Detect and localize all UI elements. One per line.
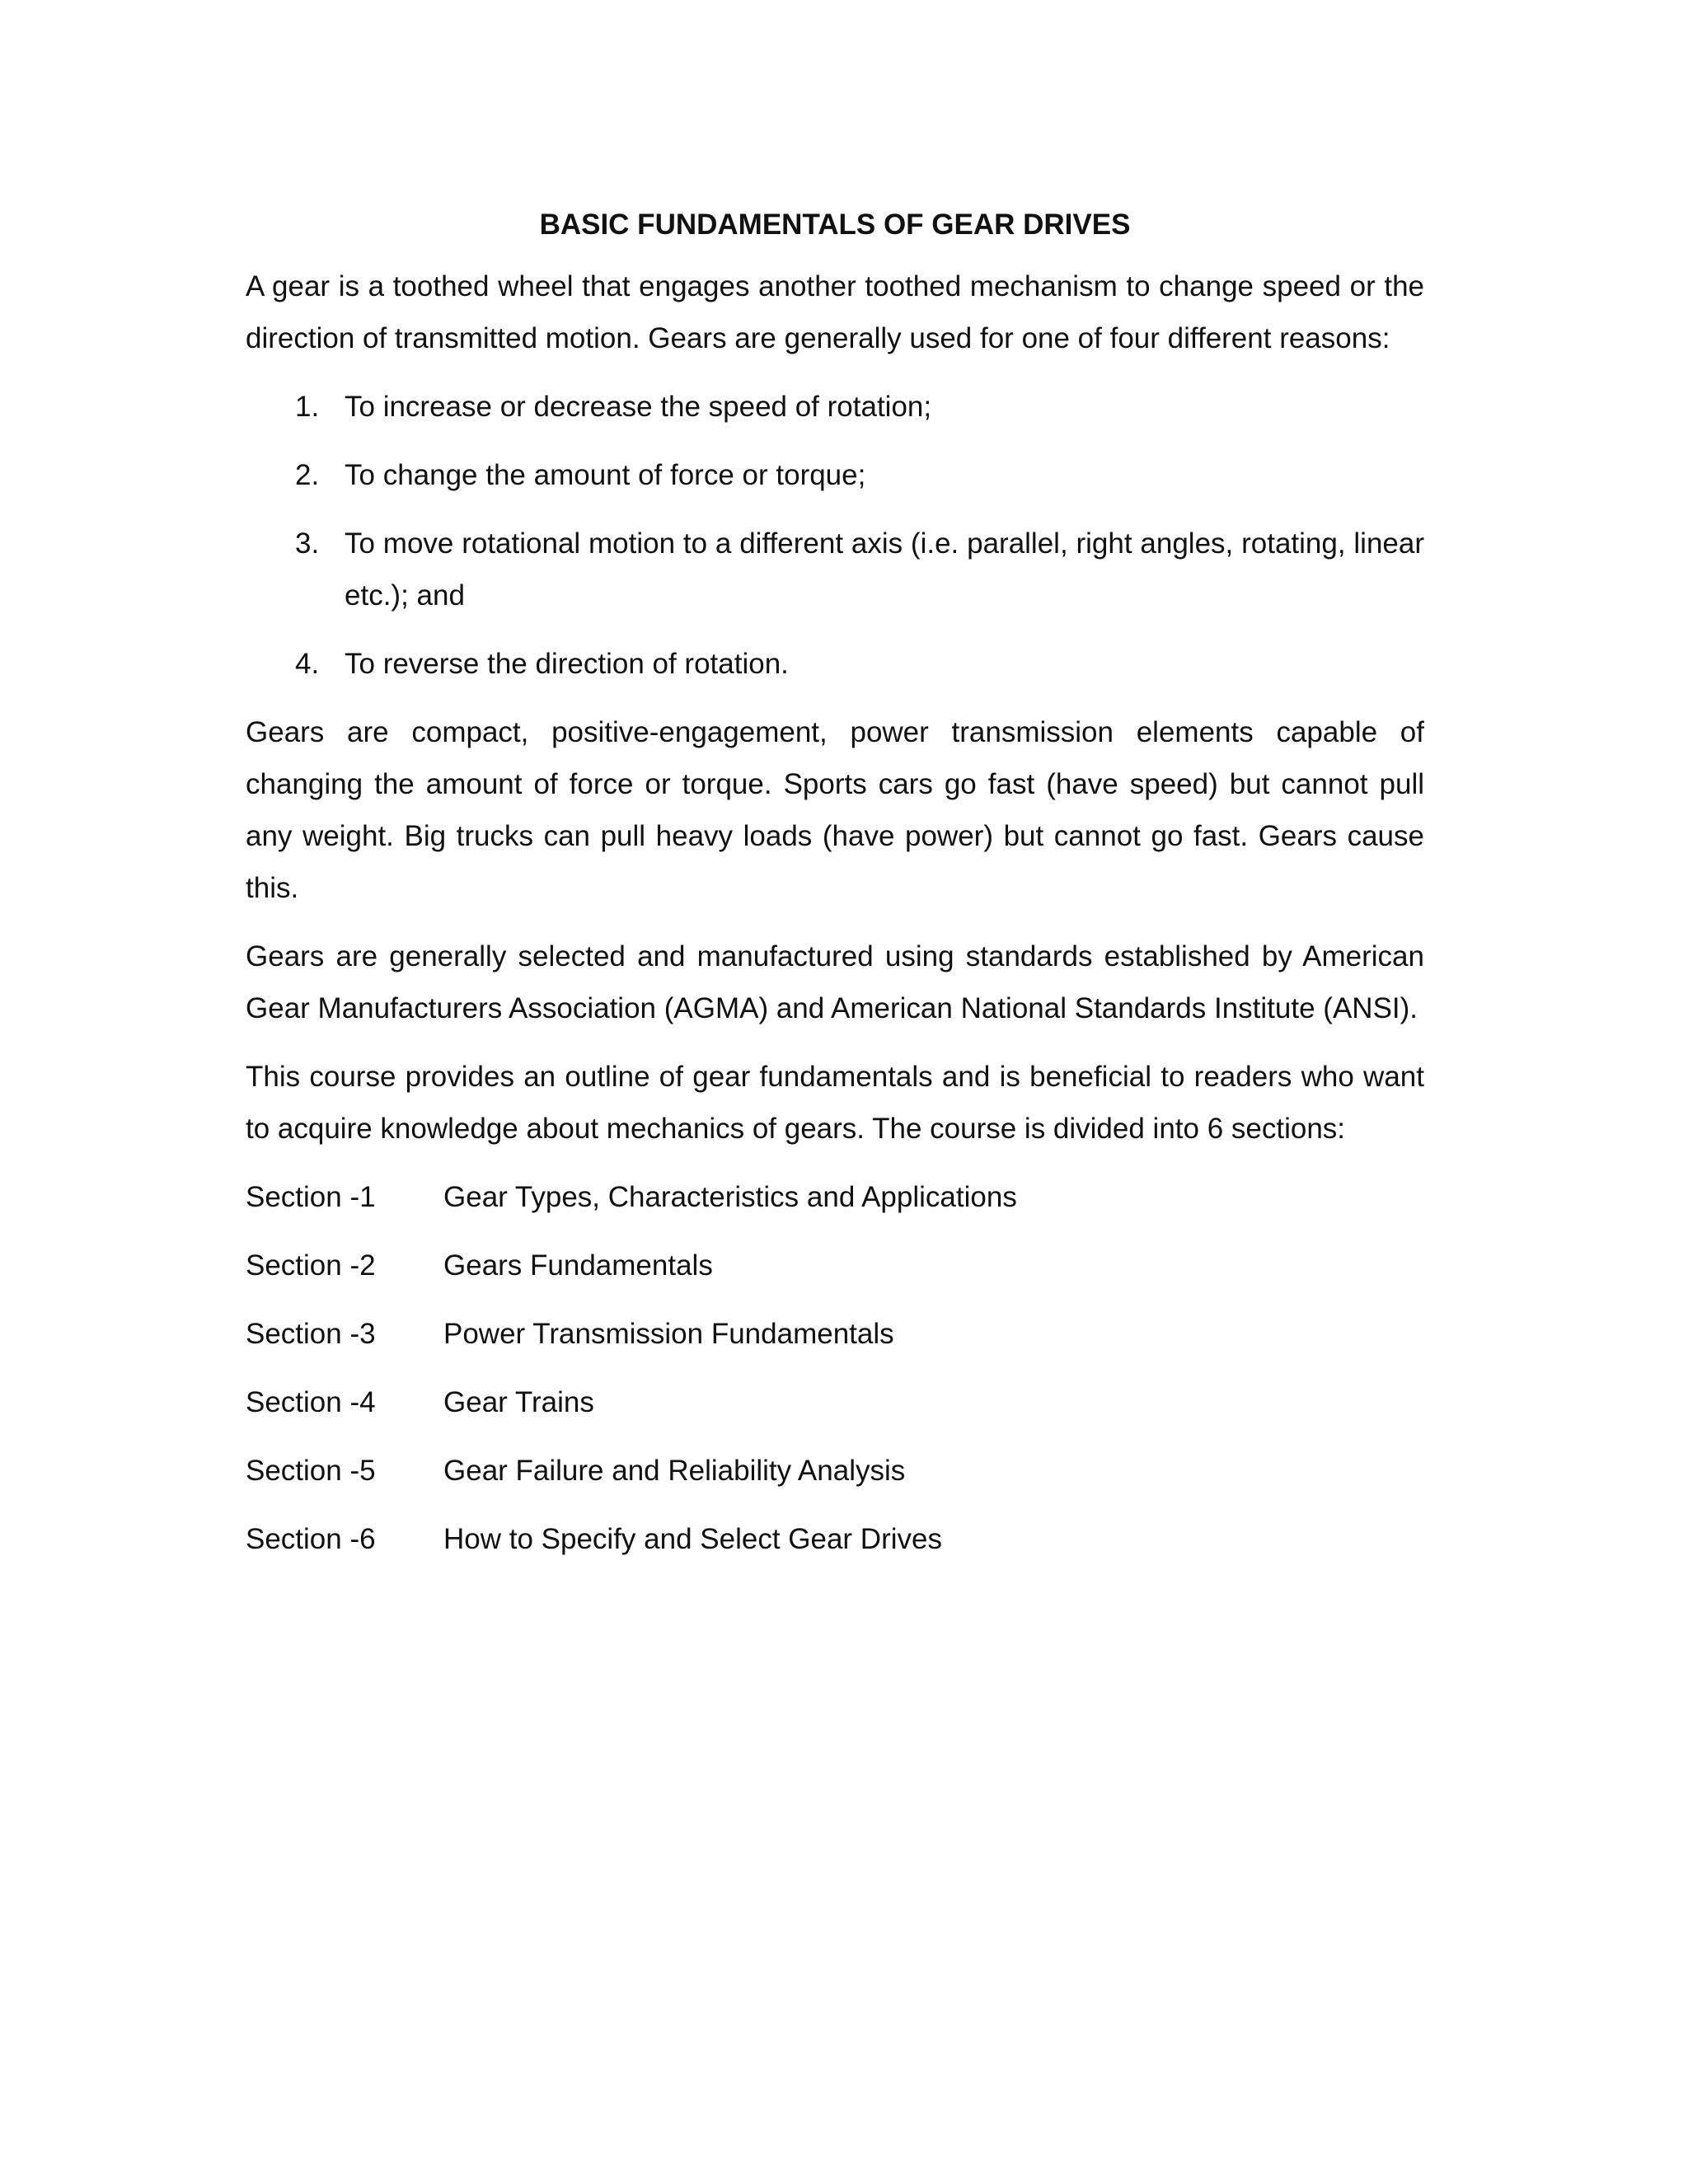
section-label: Section -5 <box>246 1455 376 1487</box>
section-title: Gear Trains <box>443 1386 594 1418</box>
section-row <box>246 1445 1424 1497</box>
section-title: Gear Types, Characteristics and Applications <box>443 1181 1017 1213</box>
list-item-number: 4. <box>295 648 320 680</box>
standards-paragraph: Gears are generally selected and manufactured using standards established by American Gear Manufacturers Association (AGMA) and American National Standards Institute (ANSI). <box>246 940 1424 1024</box>
list-item-text: To reverse the direction of rotation. <box>345 648 789 680</box>
list-item <box>246 381 1424 433</box>
list-item <box>246 638 1424 690</box>
section-row <box>246 1513 1424 1565</box>
section-label: Section -4 <box>246 1386 376 1418</box>
section-label: Section -6 <box>246 1523 376 1555</box>
section-title: Gears Fundamentals <box>443 1249 713 1282</box>
list-item <box>246 449 1424 501</box>
section-label: Section -3 <box>246 1318 376 1350</box>
list-item-number: 2. <box>295 459 320 491</box>
reasons-list <box>246 381 1424 690</box>
list-item-text: To change the amount of force or torque; <box>345 459 866 491</box>
section-row <box>246 1171 1424 1223</box>
intro-paragraph: A gear is a toothed wheel that engages another toothed mechanism to change speed or the direction of transmitted motion. Gears are generally used for one of four different reasons: <box>246 270 1424 354</box>
list-item-number: 1. <box>295 391 320 423</box>
document-content <box>246 208 1424 1582</box>
list-item-text: To move rotational motion to a different axis (i.e. parallel, right angles, rotating, linear etc.); and <box>345 527 1424 612</box>
section-label: Section -1 <box>246 1181 376 1213</box>
section-title: Gear Failure and Reliability Analysis <box>443 1455 906 1487</box>
gears-compact-paragraph: Gears are compact, positive-engagement, power transmission elements capable of changing the amount of force or torque. Sports cars go fast (have speed) but cannot pull any weight. Big trucks can pull heavy loads (have power) but cannot go fast. Gears cause this. <box>246 716 1424 904</box>
document-title: BASIC FUNDAMENTALS OF GEAR DRIVES <box>539 209 1131 241</box>
section-label: Section -2 <box>246 1249 376 1282</box>
section-row <box>246 1376 1424 1428</box>
list-item-text: To increase or decrease the speed of rotation; <box>345 391 932 423</box>
sections-list <box>246 1171 1424 1565</box>
section-title: Power Transmission Fundamentals <box>443 1318 894 1350</box>
section-title: How to Specify and Select Gear Drives <box>443 1523 942 1555</box>
list-item-number: 3. <box>295 527 320 560</box>
section-row <box>246 1308 1424 1360</box>
course-outline-paragraph: This course provides an outline of gear fundamentals and is beneficial to readers who want to acquire knowledge about mechanics of gears. The course is divided into 6 sections: <box>246 1061 1424 1145</box>
list-item <box>246 518 1424 621</box>
section-row <box>246 1240 1424 1291</box>
